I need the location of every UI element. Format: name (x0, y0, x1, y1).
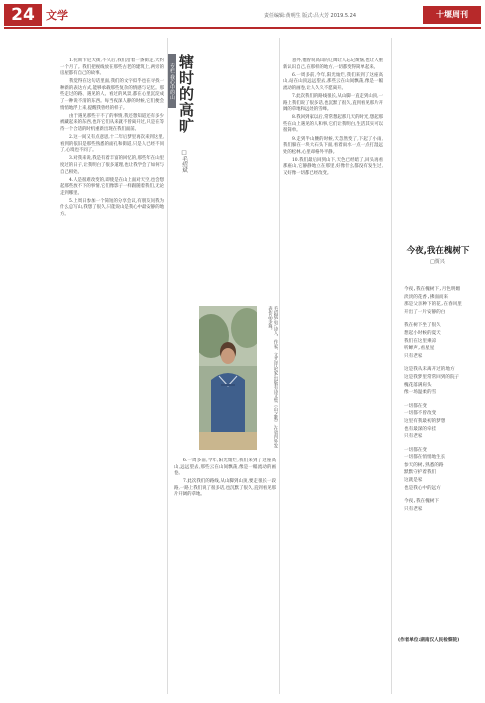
paragraph: 6.一周多前,今年,阳光灿烂,我们来到了这座高山,远远望去,那些云在山间飘荡,像是一幅流动的画卷。 (174, 458, 276, 477)
paragraph: 5.上周日参加一个简短的分享会议,有朋友问我为什么总写山,我想了很久,只能说山是我心中最安静的地方。 (60, 198, 164, 218)
paragraph: 10.我们最后回到山下,天色已经暗了,回头再看那座山,它静静地立在那里,好像什么都没有发生过,又好像一切都已经改变。 (283, 157, 383, 176)
author-portrait-image (199, 306, 257, 450)
poem-line: 这是我梦里常常回到的院子 (404, 374, 460, 380)
poem-line: 听蝉声,看星星 (404, 346, 435, 352)
poem-line: 开出了一片安静的白 (404, 309, 446, 315)
paragraph: 6.一周多前,今年,阳光灿烂,我们来到了这座高山,站在山顶远远望去,那些云在山间飘荡,像是一幅流动的画卷,让人久久不愿离开。 (283, 72, 383, 91)
section-label: 文学 (46, 9, 68, 22)
header-rule (4, 27, 481, 29)
poem-line: 今夜,我在槐树下 (404, 499, 439, 505)
poem-line: 像一场温柔的雪 (404, 390, 437, 396)
poem-line: 这里有我最初的梦想 (404, 418, 446, 424)
poem-line: 也有最深的牵挂 (404, 426, 437, 432)
article-column-c (283, 58, 383, 694)
paragraph: 8.我回到家以后,常常想起那几天的时光,想起那些在山上遇见的人和事,它们让我明白,生活其实可以很简单。 (283, 115, 383, 134)
author-photo (199, 306, 257, 450)
paragraph: 由于遇见那些干不了的事情,我还想知道还有多少被藏起来的东西,也许它们从来就不曾离开过,只是在等待一个合适的时机重新出现在我们面前。 (60, 113, 164, 132)
poem-line: 槐花落满肩头 (404, 382, 432, 388)
editor-credits: 责任编辑:黄明生 版式:吕大芳 2019.5.24 (264, 13, 356, 19)
paragraph: 4.人是很难改变的,即使是在山上面对天空,也会想起那些放不下的事情,它们像影子一样跟随着我们,无论走到哪里。 (60, 177, 164, 196)
poem-line: 只有老家 (404, 434, 423, 440)
poem-line: 一切都在悄悄地生长 (404, 455, 446, 461)
poem-line: 一切都不曾改变 (404, 411, 437, 417)
poem-line: 那是父亲种下的花,在春风里 (404, 302, 462, 308)
poem-source: (作者单位:湖南汉人民检察院) (398, 638, 460, 643)
poem-line: 这是我从未离开过的地方 (404, 367, 455, 373)
paragraph: 2.这一间又有点意思,十二年后梦里再次来到这里,看到的依旧是那些熟悉的面孔和街道,只是人已经不同了,心境也不同了。 (60, 135, 164, 154)
poem-line: 参天的树,熟悉的路 (404, 462, 444, 468)
poem-line: 一切都在变 (404, 447, 427, 453)
paragraph: 意外,他曾说高山的辽阔让人忘记烦恼,也让人重新认识自己,在那样的地方,一切都变得简单起来。 (283, 58, 383, 70)
poem-line: 默默守护着我们 (404, 470, 437, 476)
poem-line: 这就是家 (404, 478, 423, 484)
column-tag: 专栏 我心中的山 (168, 54, 176, 108)
publication-brand: 十堰周刊 (423, 6, 481, 24)
paragraph: 1.托斯卡尼大街,不久后,我们沿着一条街走,大约一个月了。我们把视线放在那些古老的建筑上,两旁的房屋都有自己的故事。 (60, 58, 164, 77)
paragraph: 7.此次我们的路线,从山脚到山顶,要走很长一段路,一路上我们说了很多话,也沉默了很久,直到看见那片开阔的草地。 (174, 479, 276, 498)
column-divider (279, 38, 280, 694)
article-column-b (174, 458, 276, 694)
poem-line: 一切都在变 (404, 403, 427, 409)
paragraph: 3.对我来说,我是有着丰富的回忆的,那些年在山里度过的日子,让我明白了很多道理,也让我学会了如何与自己相处。 (60, 156, 164, 175)
paragraph: 9.走到半山腰的时候,天忽然变了,下起了小雨,我们躲在一块大石头下面,看着雨水一点一点打湿远处的松林,心里却格外平静。 (283, 136, 383, 155)
article-title: 辖时的高旷 (177, 54, 195, 134)
poem-line: 只有老家 (404, 353, 423, 359)
poem-line: 我们在这里乘凉 (404, 338, 437, 344)
poem-author: □贾兴 (430, 259, 445, 265)
page-header (4, 4, 481, 26)
poem-line: 我在树下坐了很久 (404, 323, 441, 329)
article-column-a (60, 58, 164, 692)
photo-caption: 毛绍斌,男,诗人、作家、文艺评论家,出版有诗文集《山之歌》,在省内外发表作品多篇。 (267, 306, 278, 448)
poem-body (404, 286, 482, 513)
poem-title: 今夜,我在槐树下 (406, 246, 470, 256)
paragraph: 7.此次我们的路线很长,从山脚一直走到山顶,一路上我们说了很多话,也沉默了很久,直到看见那片开阔的草地和远处的雪峰。 (283, 93, 383, 113)
article-author: □毛绍斌 (181, 150, 187, 173)
poem-line: 今夜,我在槐树下,月色明媚 (404, 287, 461, 292)
poem-line: 也是我心中的远方 (404, 485, 441, 491)
page-number: 24 (4, 4, 42, 26)
poem-line: 淡淡的花香,拂面而来 (404, 294, 449, 300)
poem-line: 想起小时候的夏天 (404, 330, 441, 336)
paragraph: 我觉得在这句话里面,我们的文字似乎也在寻找一种新的表达方式,能够承载那些复杂的情感与记忆。那些走过的路、遇见的人、看过的风景,都在心里沉淀成了一种说不清的东西。每当夜深人静的时候,它们便会悄悄地浮上来,提醒我曾经的样子。 (60, 79, 164, 111)
column-divider (167, 38, 168, 694)
poem-line: 只有老家 (404, 506, 423, 512)
column-divider (391, 38, 392, 694)
